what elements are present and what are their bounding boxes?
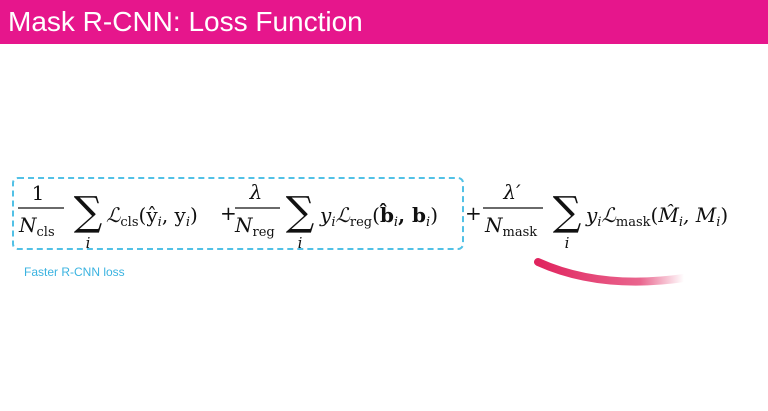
sum-index-3: i [564,234,570,252]
frac3-numerator: λ′ [503,180,521,204]
loss-cls: $ℒ_{cls}(ŷ_i$, $y_i$) [106,203,198,230]
sum-symbol-3: ∑ [552,189,582,235]
frac2-denominator: $N_{reg}$ [235,213,275,240]
marker-stroke [538,262,684,282]
plus-1: + [220,201,237,225]
sum-index-2: i [297,234,303,252]
frac2-numerator: λ [249,180,263,204]
frac3-denominator: $N_{mask}$ [485,213,538,240]
plus-2: + [465,201,482,225]
sum-index-1: i [85,234,91,252]
sum-symbol-1: ∑ [73,189,103,235]
slide-title: Mask R-CNN: Loss Function [8,6,363,37]
faster-rcnn-loss-label: Faster R-CNN loss [24,265,125,279]
frac1-denominator: $N_{cls}$ [19,213,55,240]
sum-symbol-2: ∑ [285,189,315,235]
loss-mask: $y_iℒ_{mask}(M̂_i$, $M_i$) [586,203,729,230]
loss-reg: $y_iℒ_{reg}(b̂_i$, $b_i$) [320,203,438,230]
frac1-numerator: 1 [31,181,45,205]
